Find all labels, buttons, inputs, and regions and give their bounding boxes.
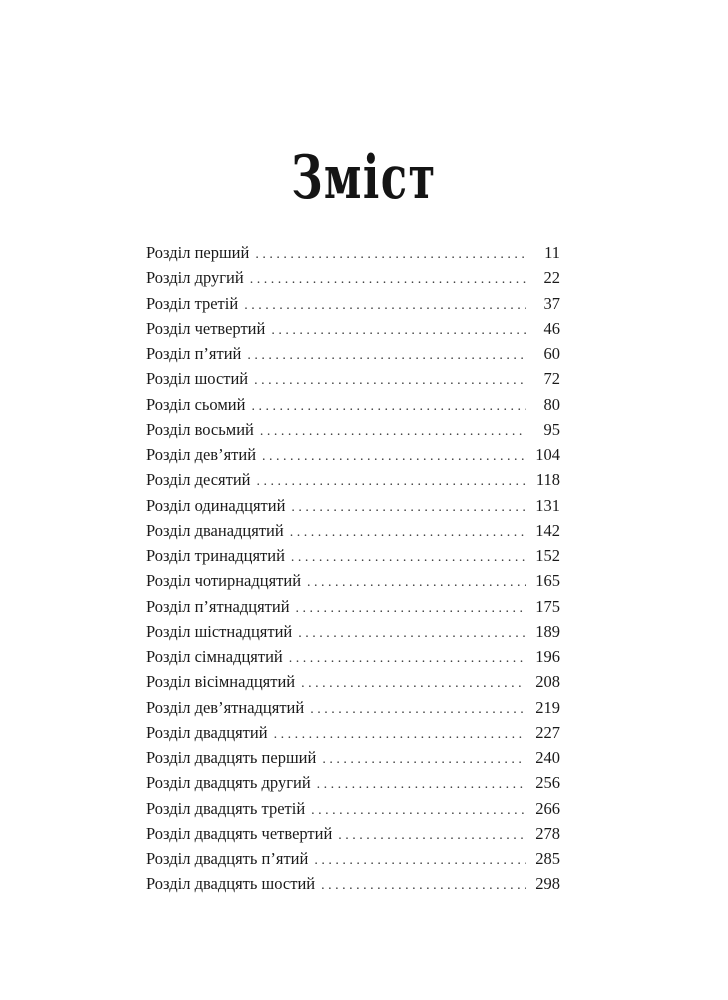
toc-entry-label: Розділ чотирнадцятий bbox=[146, 571, 302, 591]
toc-entry-page-number: 131 bbox=[535, 495, 560, 515]
toc-entry-page-number: 46 bbox=[543, 318, 560, 338]
toc-entry bbox=[146, 417, 560, 442]
toc-entry-label: Розділ двадцять другий bbox=[146, 773, 311, 793]
toc-dot-leader bbox=[251, 394, 526, 419]
toc-dot-leader bbox=[244, 293, 526, 318]
toc-dot-leader bbox=[290, 520, 526, 545]
toc-dot-leader bbox=[257, 469, 527, 494]
toc-entry bbox=[146, 619, 560, 644]
toc-dot-leader bbox=[314, 848, 526, 873]
toc-entry-label: Розділ п’ятнадцятий bbox=[146, 596, 290, 616]
toc-entry bbox=[146, 341, 560, 366]
toc-entry-label: Розділ шістнадцятий bbox=[146, 621, 293, 641]
toc-entry bbox=[146, 493, 560, 518]
toc-entry-page-number: 266 bbox=[535, 798, 560, 818]
toc-dot-leader bbox=[262, 444, 526, 469]
toc-dot-leader bbox=[298, 621, 526, 646]
toc-entry bbox=[146, 644, 560, 669]
toc-entry-label: Розділ одинадцятий bbox=[146, 495, 286, 515]
toc-entry-page-number: 298 bbox=[535, 874, 560, 894]
toc-entry-page-number: 219 bbox=[535, 697, 560, 717]
toc-entry-label: Розділ другий bbox=[146, 268, 244, 288]
toc-dot-leader bbox=[317, 772, 526, 797]
toc-dot-leader bbox=[338, 823, 526, 848]
toc-dot-leader bbox=[289, 646, 526, 671]
toc-dot-leader bbox=[321, 873, 526, 898]
toc-entry bbox=[146, 265, 560, 290]
toc-entry-page-number: 189 bbox=[535, 621, 560, 641]
toc-entry-label: Розділ двадцять третій bbox=[146, 798, 306, 818]
toc-dot-leader bbox=[296, 596, 526, 621]
page-title: Зміст bbox=[291, 143, 437, 213]
toc-dot-leader bbox=[291, 545, 526, 570]
toc-entry-page-number: 104 bbox=[535, 445, 560, 464]
toc-entry-label: Розділ двадцять п’ятий bbox=[146, 849, 309, 868]
toc-dot-leader bbox=[310, 697, 526, 722]
toc-entry-page-number: 60 bbox=[543, 344, 560, 363]
toc-entry bbox=[146, 594, 560, 619]
toc-entry-label: Розділ дев’ятий bbox=[146, 445, 257, 464]
toc-entry-page-number: 208 bbox=[535, 672, 560, 692]
toc-entry bbox=[146, 316, 560, 341]
toc-entry-label: Розділ третій bbox=[146, 293, 239, 313]
toc-entry-label: Розділ шостий bbox=[146, 369, 249, 389]
toc-dot-leader bbox=[322, 747, 526, 772]
toc-dot-leader bbox=[255, 242, 526, 267]
toc-entry bbox=[146, 796, 560, 821]
toc-entry-label: Розділ десятий bbox=[146, 470, 251, 490]
toc-dot-leader bbox=[307, 570, 526, 595]
toc-entry-page-number: 175 bbox=[535, 596, 560, 616]
toc-entry bbox=[146, 745, 560, 770]
toc-entry bbox=[146, 543, 560, 568]
toc-entry-label: Розділ восьмий bbox=[146, 419, 254, 439]
toc-entry bbox=[146, 442, 560, 467]
toc-entry-label: Розділ сьомий bbox=[146, 394, 246, 414]
toc-dot-leader bbox=[301, 671, 526, 696]
toc-entry-label: Розділ вісімнадцятий bbox=[146, 672, 296, 692]
table-of-contents bbox=[146, 240, 560, 897]
toc-entry bbox=[146, 821, 560, 846]
toc-entry-page-number: 72 bbox=[543, 369, 560, 389]
toc-dot-leader bbox=[311, 798, 526, 823]
toc-entry-label: Розділ дев’ятнадцятий bbox=[146, 697, 305, 717]
toc-entry-page-number: 256 bbox=[535, 773, 560, 793]
toc-entry bbox=[146, 467, 560, 492]
toc-entry-page-number: 285 bbox=[535, 849, 560, 868]
toc-entry bbox=[146, 846, 560, 871]
toc-entry-page-number: 22 bbox=[543, 268, 560, 288]
toc-entry-label: Розділ двадцять шостий bbox=[146, 874, 316, 894]
toc-dot-leader bbox=[247, 343, 526, 368]
toc-entry-page-number: 118 bbox=[535, 470, 560, 490]
toc-dot-leader bbox=[250, 267, 526, 292]
toc-entry bbox=[146, 568, 560, 593]
toc-entry-label: Розділ четвертий bbox=[146, 318, 266, 338]
toc-entry-page-number: 11 bbox=[544, 243, 560, 262]
toc-entry-page-number: 240 bbox=[535, 748, 560, 767]
toc-entry-page-number: 95 bbox=[543, 419, 560, 439]
toc-entry-page-number: 80 bbox=[543, 394, 560, 414]
toc-entry-label: Розділ тринадцятий bbox=[146, 546, 285, 565]
toc-entry bbox=[146, 720, 560, 745]
toc-entry-page-number: 37 bbox=[543, 293, 560, 313]
toc-dot-leader bbox=[271, 318, 526, 343]
toc-entry-page-number: 278 bbox=[535, 823, 560, 843]
toc-entry-page-number: 152 bbox=[535, 546, 560, 565]
toc-entry bbox=[146, 770, 560, 795]
toc-entry-label: Розділ двадцятий bbox=[146, 722, 268, 742]
toc-entry bbox=[146, 669, 560, 694]
toc-entry-page-number: 142 bbox=[535, 520, 560, 540]
toc-entry-label: Розділ сімнадцятий bbox=[146, 647, 283, 666]
toc-dot-leader bbox=[254, 368, 526, 393]
toc-entry-page-number: 165 bbox=[535, 571, 560, 591]
toc-entry-label: Розділ перший bbox=[146, 243, 250, 262]
toc-entry bbox=[146, 518, 560, 543]
toc-entry bbox=[146, 240, 560, 265]
toc-entry-page-number: 227 bbox=[535, 722, 560, 742]
toc-entry-label: Розділ п’ятий bbox=[146, 344, 242, 363]
toc-entry-label: Розділ двадцять перший bbox=[146, 748, 317, 767]
toc-entry-label: Розділ дванадцятий bbox=[146, 520, 284, 540]
toc-entry bbox=[146, 695, 560, 720]
toc-entry bbox=[146, 366, 560, 391]
toc-entry bbox=[146, 291, 560, 316]
toc-entry-page-number: 196 bbox=[535, 647, 560, 666]
toc-entry bbox=[146, 392, 560, 417]
toc-dot-leader bbox=[291, 495, 526, 520]
toc-dot-leader bbox=[260, 419, 526, 444]
toc-entry bbox=[146, 871, 560, 896]
toc-entry-label: Розділ двадцять четвертий bbox=[146, 823, 333, 843]
toc-dot-leader bbox=[274, 722, 526, 747]
